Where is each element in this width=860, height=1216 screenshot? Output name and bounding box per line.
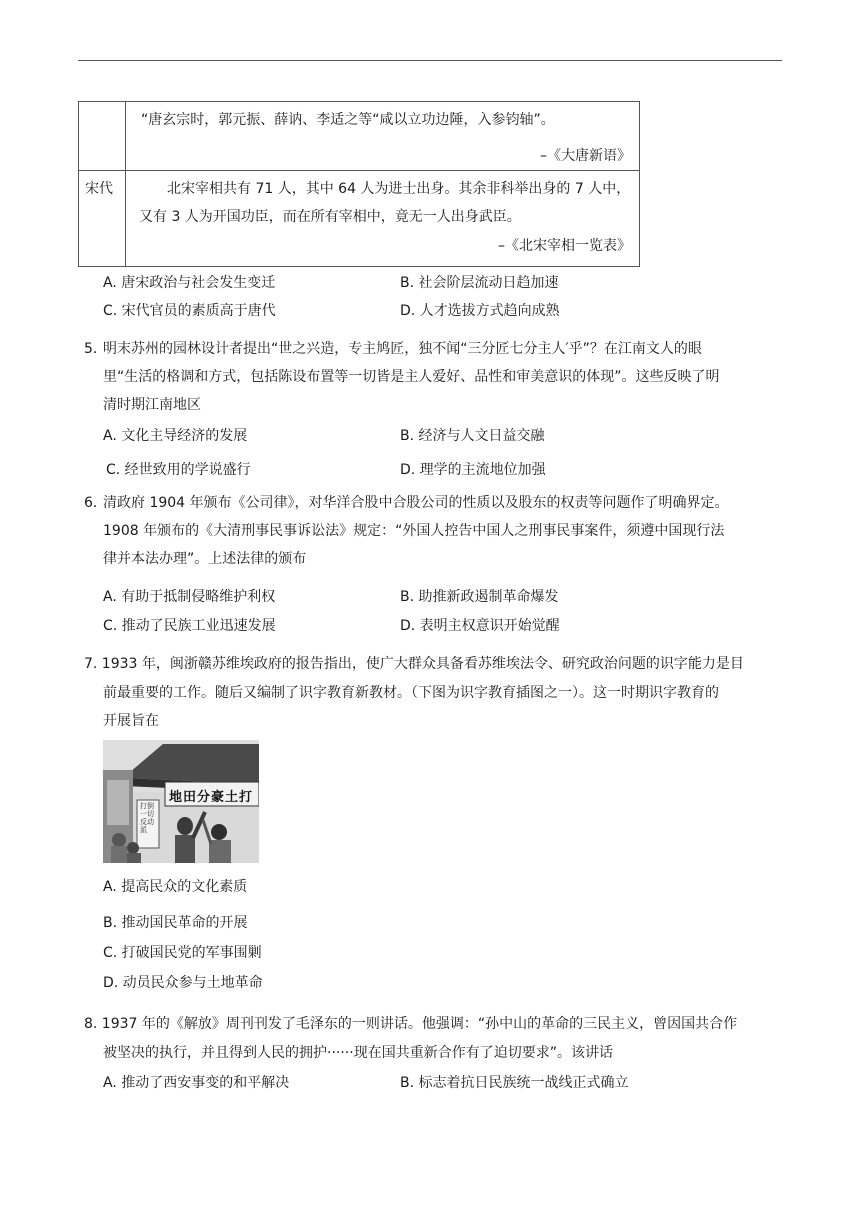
table-row-divider [79,170,639,171]
option-c[interactable]: C. 经世致用的学说盛行 [106,462,251,478]
option-d[interactable]: D. 动员民众参与土地革命 [103,975,263,991]
table-source: –《北宋宰相一览表》 [498,238,631,254]
table-quote: “唐玄宗时，郭元振、薛讷、李适之等“咸以立功边陲，入参钧轴”。 [141,112,555,128]
option-b[interactable]: B. 助推新政遏制革命爆发 [400,589,559,605]
question-text-line: 明末苏州的园林设计者提出“世之兴造，专主鸠匠，独不闻“三分匠七分主人′乎”？在江南文人的眼 [103,341,702,357]
illustration-wall-text: 打倒一切反动派 [140,802,154,834]
question-number: 5． [84,341,107,357]
table-source: –《大唐新语》 [540,148,631,164]
question-text-line: 7. 1933 年，闽浙赣苏维埃政府的报告指出，使广大群众具备看苏维埃法令、研究政治问题的识字能力是目 [84,656,744,672]
question-text-line: 律并本法办理”。上述法律的颁布 [103,551,307,567]
option-a[interactable]: A. 提高民众的文化素质 [103,879,248,895]
question-text-line: 清时期江南地区 [103,397,201,413]
option-d[interactable]: D. 理学的主流地位加强 [400,462,546,478]
illustration-banner-text: 地田分豪土打 [169,790,254,805]
question-text-line: 前最重要的工作。随后又编制了识字教育新教材。（下图为识字教育插图之一）。这一时期识字教育的 [103,685,719,701]
option-b[interactable]: B. 经济与人文日益交融 [400,428,545,444]
option-a[interactable]: A. 推动了西安事变的和平解决 [103,1075,290,1091]
question-number: 6． [84,495,107,511]
option-d[interactable]: D. 表明主权意识开始觉醒 [400,618,560,634]
option-c[interactable]: C. 推动了民族工业迅速发展 [103,618,276,634]
option-c[interactable]: C. 打破国民党的军事围剿 [103,945,262,961]
header-rule [78,60,782,61]
question-text-line: 8. 1937 年的《解放》周刊刊发了毛泽东的一则讲话。他强调：“孙中山的革命的三民主义，曾因国共合作 [84,1016,738,1032]
option-d[interactable]: D. 人才选拔方式趋向成熟 [400,303,560,319]
source-table [78,101,640,267]
question-text-line: 开展旨在 [103,713,159,729]
question-text-line: 清政府 1904 年颁布《公司律》，对华洋合股中合股公司的性质以及股东的权责等问题作了明确界定。 [103,495,729,511]
table-text-line: 又有 3 人为开国功臣，而在所有宰相中，竟无一人出身武臣。 [139,209,521,225]
literacy-illustration [103,740,259,863]
question-text-line: 1908 年颁布的《大清刑事民事诉讼法》规定：“外国人控告中国人之刑事民事案件，须遵中国现行法 [103,523,725,539]
option-a[interactable]: A. 文化主导经济的发展 [103,428,248,444]
table-era-cell: 宋代 [85,181,113,197]
table-text-line: 北宋宰相共有 71 人，其中 64 人为进士出身。其余非科举出身的 7 人中， [167,181,631,197]
question-text-line: 被坚决的执行，并且得到人民的拥护······现在国共重新合作有了迫切要求”。该讲话 [103,1045,613,1061]
question-text-line: 里“生活的格调和方式，包括陈设布置等一切皆是主人爱好、品性和审美意识的体现”。这些反映了明 [103,369,720,385]
option-b[interactable]: B. 社会阶层流动日趋加速 [400,275,559,291]
option-a[interactable]: A. 唐宋政治与社会发生变迁 [103,275,276,291]
option-a[interactable]: A. 有助于抵制侵略维护利权 [103,589,276,605]
option-b[interactable]: B. 标志着抗日民族统一战线正式确立 [400,1075,629,1091]
option-c[interactable]: C. 宋代官员的素质高于唐代 [103,303,276,319]
option-b[interactable]: B. 推动国民革命的开展 [103,915,248,931]
table-column-divider [125,102,126,266]
